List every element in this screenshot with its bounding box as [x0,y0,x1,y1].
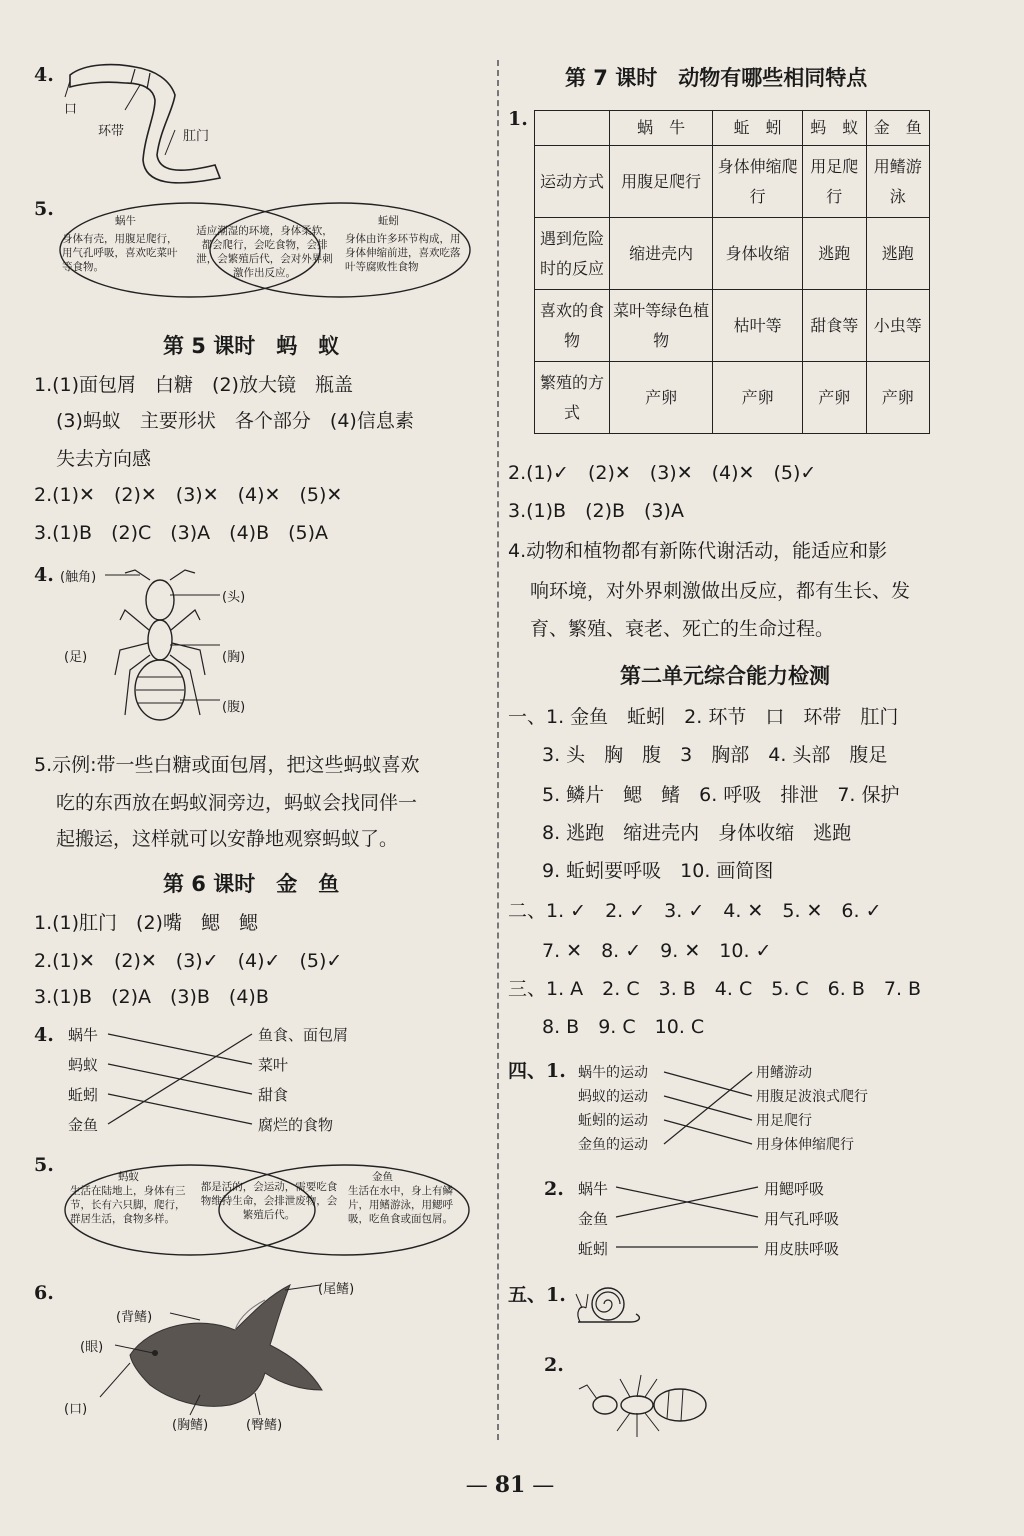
venn2-mid-text: 都是活的，会运动，需要吃食物维持生命，会排泄废物，会繁殖后代。 [200,1181,338,1221]
lesson5-line-2: (3)蚂蚁 主要形状 各个部分 (4)信息素 [56,410,414,432]
page-number-box [440,1472,580,1498]
column-divider [497,60,499,1440]
l6-match-left-3: 蚯蚓 [68,1086,99,1104]
table-cell: 产卵 [866,362,930,434]
fish-label-eye: (眼) [80,1340,104,1355]
u2-match1-lines [660,1060,756,1160]
worm-label-mouth: 口 [64,102,78,117]
venn2-right-text: 生活在水中，身上有鳞片，用鳍游泳，用鳃呼吸，吃鱼食或面包屑。 [348,1185,453,1225]
table-cell: 身体收缩 [713,218,803,290]
table-cell: 菜叶等绿色植物 [610,290,713,362]
table-cell: 喜欢的食物 [535,290,610,362]
table-cell: 产卵 [803,362,866,434]
fish-label-anal: (臀鳍) [246,1418,283,1433]
table-cell: 金 鱼 [866,111,930,146]
unit2-line-6: 二、1. ✓ 2. ✓ 3. ✓ 4. ✕ 5. ✕ 6. ✓ [508,900,882,922]
lesson7-line-4a: 4.动物和植物都有新陈代谢活动，能适应和影 [508,540,888,562]
u2-m1-right-4: 用身体伸缩爬行 [756,1137,854,1153]
unit2-line-8: 三、1. A 2. C 3. B 4. C 5. C 6. B 7. B [508,978,922,1000]
table-cell [535,111,610,146]
page-number: 81 [494,1472,526,1498]
u2-m1-left-2: 蚂蚁的运动 [578,1089,648,1105]
lesson6-q5-number: 5. [34,1154,54,1176]
table-row [535,362,930,434]
lesson6-q4-number: 4. [34,1024,54,1046]
ant-drawing [575,1365,715,1445]
u2-m2-right-3: 用皮肤呼吸 [764,1240,840,1258]
lesson7-table [534,110,930,434]
table-row [535,290,930,362]
u2-m2-left-2: 金鱼 [578,1210,609,1228]
q5-number: 5. [34,198,54,220]
worm-label-clitellum: 环带 [98,124,125,139]
unit2-line-2: 3. 头 胸 腹 3 胸部 4. 头部 腹足 [542,744,888,766]
lesson6-q6-number: 6. [34,1282,54,1304]
ant-label-head: (头) [222,590,246,605]
table-cell: 逃跑 [803,218,866,290]
earthworm-diagram [55,55,235,185]
ant-label-antenna: (触角) [60,570,97,585]
venn2-left-text: 生活在陆地上，身体有三节，长有六只脚，爬行，群居生活，食物多样。 [70,1185,186,1225]
unit2-line-3: 5. 鳞片 鳃 鳍 6. 呼吸 排泄 7. 保护 [542,784,900,806]
unit2-line-9: 8. B 9. C 10. C [542,1016,705,1038]
q4-number: 4. [34,64,54,86]
table-cell: 身体伸缩爬行 [713,146,803,218]
table-cell: 蚂 蚁 [803,111,866,146]
table-cell: 运动方式 [535,146,610,218]
u2-m1-left-1: 蜗牛的运动 [578,1065,648,1081]
goldfish-diagram [60,1275,360,1435]
lesson7-line-4c: 育、繁殖、衰老、死亡的生命过程。 [530,618,835,640]
lesson5-q5-line-3: 起搬运，这样就可以安静地观察蚂蚁了。 [56,828,399,850]
u2-m1-right-2: 用腹足波浪式爬行 [756,1089,868,1105]
l6-match-right-2: 菜叶 [258,1056,289,1074]
table-cell: 产卵 [713,362,803,434]
lesson7-title: 第 7 课时 动物有哪些相同特点 [565,66,868,90]
lesson6-line-3: 3.(1)B (2)A (3)B (4)B [34,986,269,1008]
venn2-left-title: 蚂蚁 [118,1171,139,1183]
lesson5-line-5: 3.(1)B (2)C (3)A (4)B (5)A [34,522,329,544]
table-cell: 用鳍游泳 [866,146,930,218]
l6-match-lines [100,1020,260,1140]
table-cell: 繁殖的方式 [535,362,610,434]
table-cell: 用足爬行 [803,146,866,218]
lesson7-q1-number: 1. [508,108,528,130]
venn1-left-title: 蜗牛 [115,215,136,227]
u2-m2-left-3: 蚯蚓 [578,1240,609,1258]
venn2-right-title: 金鱼 [372,1171,393,1183]
lesson7-line-2: 2.(1)✓ (2)✕ (3)✕ (4)✕ (5)✓ [508,462,817,484]
l6-match-left-4: 金鱼 [68,1116,99,1134]
venn1-right-title: 蚯蚓 [378,215,399,227]
lesson5-line-1: 1.(1)面包屑 白糖 (2)放大镜 瓶盖 [34,374,353,396]
table-cell: 逃跑 [866,218,930,290]
u2-match2-lines [612,1175,762,1265]
venn1-left-text: 身体有壳，用腹足爬行，用气孔呼吸，喜欢吃菜叶等食物。 [62,233,178,273]
u2-m1-left-3: 蚯蚓的运动 [578,1113,648,1129]
unit2-line-4: 8. 逃跑 缩进壳内 身体收缩 逃跑 [542,822,852,844]
u2-m1-left-4: 金鱼的运动 [578,1137,648,1153]
l6-match-left-1: 蜗牛 [68,1026,99,1044]
unit2-line-7: 7. ✕ 8. ✓ 9. ✕ 10. ✓ [542,940,772,962]
lesson5-q5-line-2: 吃的东西放在蚂蚁洞旁边，蚂蚁会找同伴一 [56,792,418,814]
table-row [535,146,930,218]
snail-drawing [570,1282,650,1332]
u2-m2-right-1: 用鳃呼吸 [764,1180,825,1198]
table-cell: 蚯 蚓 [713,111,803,146]
u2-m2-left-1: 蜗牛 [578,1180,609,1198]
ant-label-abdomen: (腹) [222,700,246,715]
venn1-right-text: 身体由许多环节构成，用身体伸缩前进，喜欢吃落叶等腐败性食物 [345,233,461,273]
table-cell: 枯叶等 [713,290,803,362]
table-cell: 缩进壳内 [610,218,713,290]
table-cell: 产卵 [610,362,713,434]
l6-match-left-2: 蚂蚁 [68,1056,99,1074]
u2-m1-right-3: 用足爬行 [756,1113,812,1129]
ant-label-thorax: (胸) [222,650,246,665]
fish-label-dorsal: (背鳍) [116,1310,153,1325]
table-cell: 蜗 牛 [610,111,713,146]
u2-m1-right-1: 用鳍游动 [756,1065,812,1081]
lesson5-title: 第 5 课时 蚂 蚁 [163,334,340,358]
u2-m2-right-2: 用气孔呼吸 [764,1210,840,1228]
worm-label-anus: 肛门 [183,129,210,144]
table-header-row [535,111,930,146]
fish-label-caudal: (尾鳍) [318,1282,355,1297]
venn1-mid-text: 适应潮湿的环境，身体柔软，都会爬行，会吃食物，会排泄，会繁殖后代，会对外界刺激作出反应。 [196,225,333,279]
unit2-q5-2-number: 2. [544,1354,564,1376]
lesson5-q5-line-1: 5.示例:带一些白糖或面包屑，把这些蚂蚁喜欢 [34,754,420,776]
table-cell: 用腹足爬行 [610,146,713,218]
unit2-line-1: 一、1. 金鱼 蚯蚓 2. 环节 口 环带 肛门 [508,706,899,728]
table-cell: 甜食等 [803,290,866,362]
lesson6-title: 第 6 课时 金 鱼 [163,872,340,896]
lesson5-line-4: 2.(1)✕ (2)✕ (3)✕ (4)✕ (5)✕ [34,484,343,506]
unit2-q5-number: 五、1. [508,1284,566,1306]
page-dash-right: — [525,1473,555,1498]
lesson5-q4-number: 4. [34,564,54,586]
l6-match-right-1: 鱼食、面包屑 [258,1026,349,1044]
unit2-title: 第二单元综合能力检测 [620,664,830,688]
l6-match-right-4: 腐烂的食物 [258,1116,334,1134]
fish-label-mouth: (口) [64,1402,88,1417]
unit2-q4-number: 四、1. [508,1060,566,1082]
l6-match-right-3: 甜食 [258,1086,289,1104]
table-cell: 遇到危险时的反应 [535,218,610,290]
table-cell: 小虫等 [866,290,930,362]
fish-label-pectoral: (胸鳍) [172,1418,209,1433]
page-dash-left: — [465,1473,495,1498]
lesson6-line-1: 1.(1)肛门 (2)嘴 鳃 鳃 [34,912,258,934]
lesson6-line-2: 2.(1)✕ (2)✕ (3)✓ (4)✓ (5)✓ [34,950,343,972]
unit2-line-5: 9. 蚯蚓要呼吸 10. 画简图 [542,860,774,882]
unit2-q4-2-number: 2. [544,1178,564,1200]
lesson7-line-4b: 响环境，对外界刺激做出反应，都有生长、发 [530,580,911,602]
ant-label-leg: (足) [64,650,88,665]
lesson7-line-3: 3.(1)B (2)B (3)A [508,500,684,522]
table-row [535,218,930,290]
lesson5-line-3: 失去方向感 [56,448,152,470]
